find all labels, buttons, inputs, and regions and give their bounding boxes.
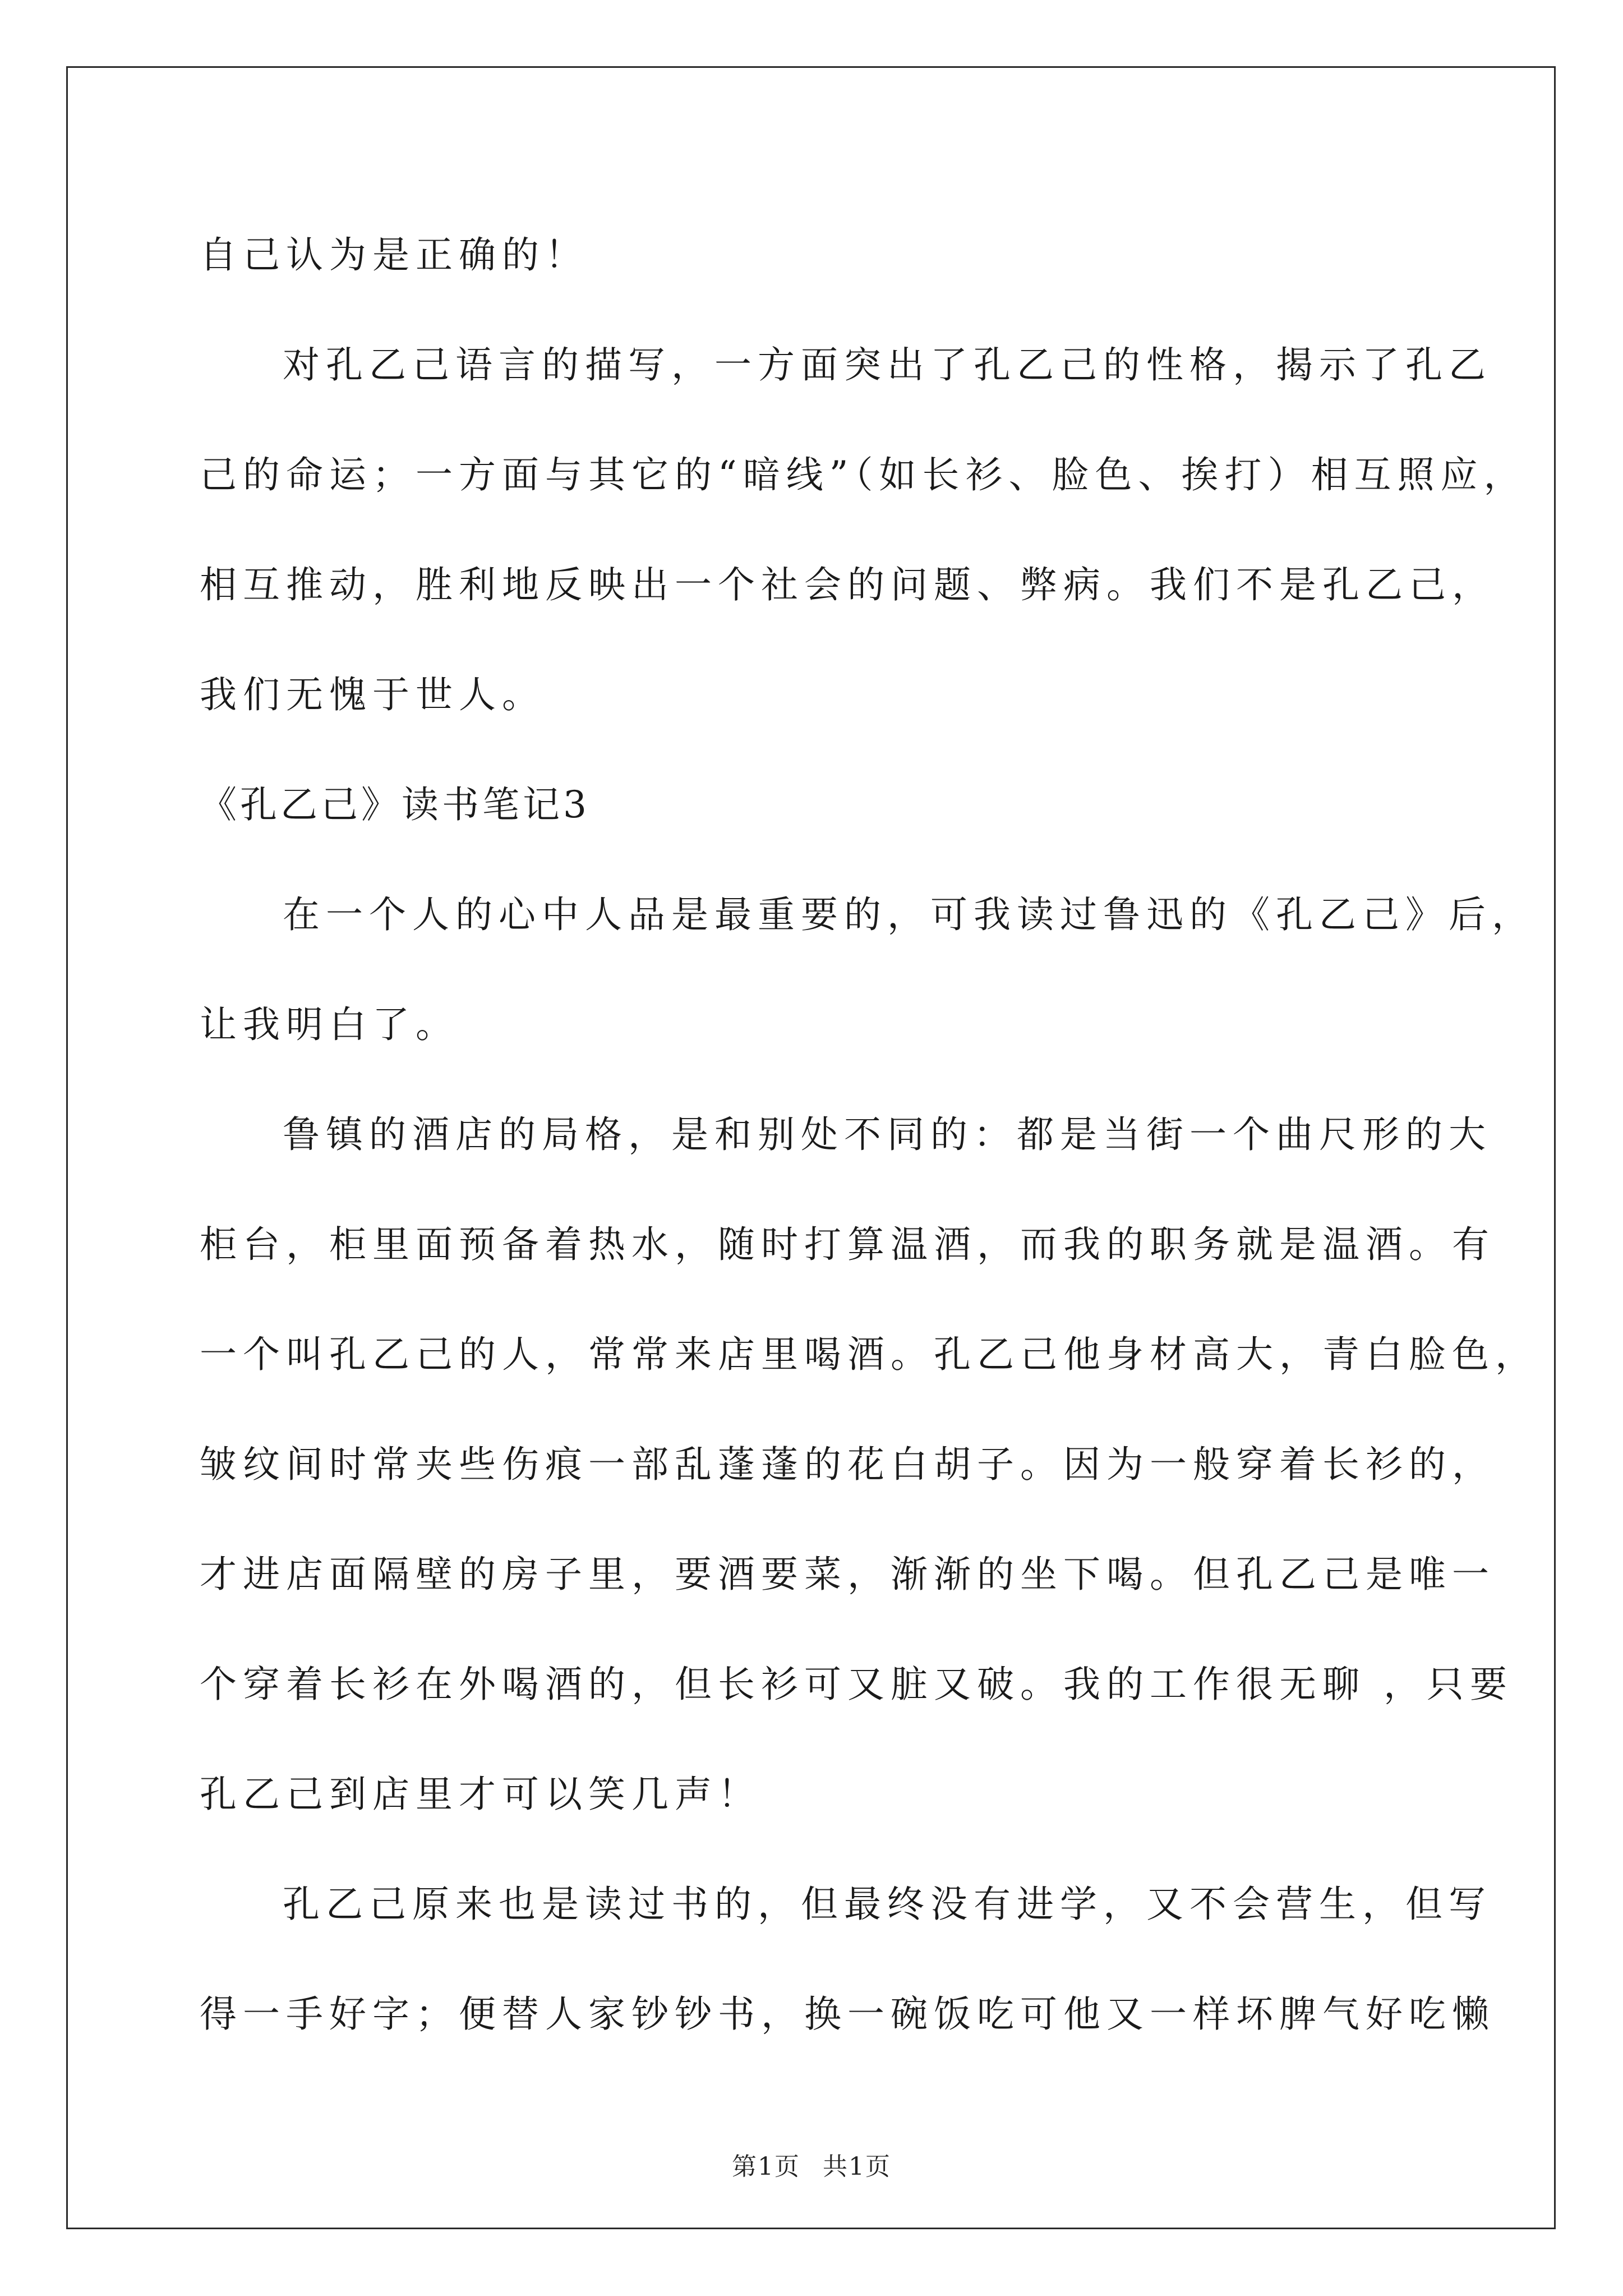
document-body [200, 213, 1538, 2082]
text-line: 自己认为是正确的！ [200, 233, 588, 277]
text-line: 柜台，柜里面预备着热水，随时打算温酒，而我的职务就是温酒。有 [200, 1223, 1495, 1266]
page-footer [0, 2146, 1623, 2182]
text-line: 相互推动，胜利地反映出一个社会的问题、弊病。我们不是孔乙己， [200, 563, 1495, 606]
text-line: 孔乙己到店里才可以笑几声！ [200, 1773, 761, 1816]
text-line: 个穿着长衫在外喝酒的，但长衫可又脏又破。我的工作很无聊 ，只要 [200, 1663, 1513, 1706]
text-line: 己的命运；一方面与其它的“暗线”（如长衫、脸色、挨打）相互照应， [200, 453, 1527, 496]
paragraph-start: 在一个人的心中人品是最重要的，可我读过鲁迅的《孔乙己》后， [283, 893, 1535, 936]
section-heading: 《孔乙己》读书笔记3 [200, 783, 590, 826]
text-line: 让我明白了。 [200, 1003, 459, 1046]
page-number: 第1页 [732, 2152, 800, 2181]
page-total: 共1页 [823, 2152, 891, 2181]
text-line: 才进店面隔壁的房子里，要酒要菜，渐渐的坐下喝。但孔乙己是唯一 [200, 1553, 1495, 1596]
text-line: 得一手好字；便替人家钞钞书，换一碗饭吃可他又一样坏脾气好吃懒 [200, 1993, 1495, 2036]
text-line: 皱纹间时常夹些伤痕一部乱蓬蓬的花白胡子。因为一般穿着长衫的， [200, 1443, 1495, 1486]
text-line: 一个叫孔乙己的人，常常来店里喝酒。孔乙己他身材高大，青白脸色， [200, 1333, 1538, 1376]
paragraph-start: 对孔乙己语言的描写，一方面突出了孔乙己的性格，揭示了孔乙 [283, 343, 1492, 386]
paragraph-start: 鲁镇的酒店的局格，是和别处不同的：都是当街一个曲尺形的大 [283, 1113, 1492, 1156]
paragraph-start: 孔乙己原来也是读过书的，但最终没有进学，又不会营生，但写 [283, 1883, 1492, 1926]
text-line: 我们无愧于世人。 [200, 673, 545, 716]
